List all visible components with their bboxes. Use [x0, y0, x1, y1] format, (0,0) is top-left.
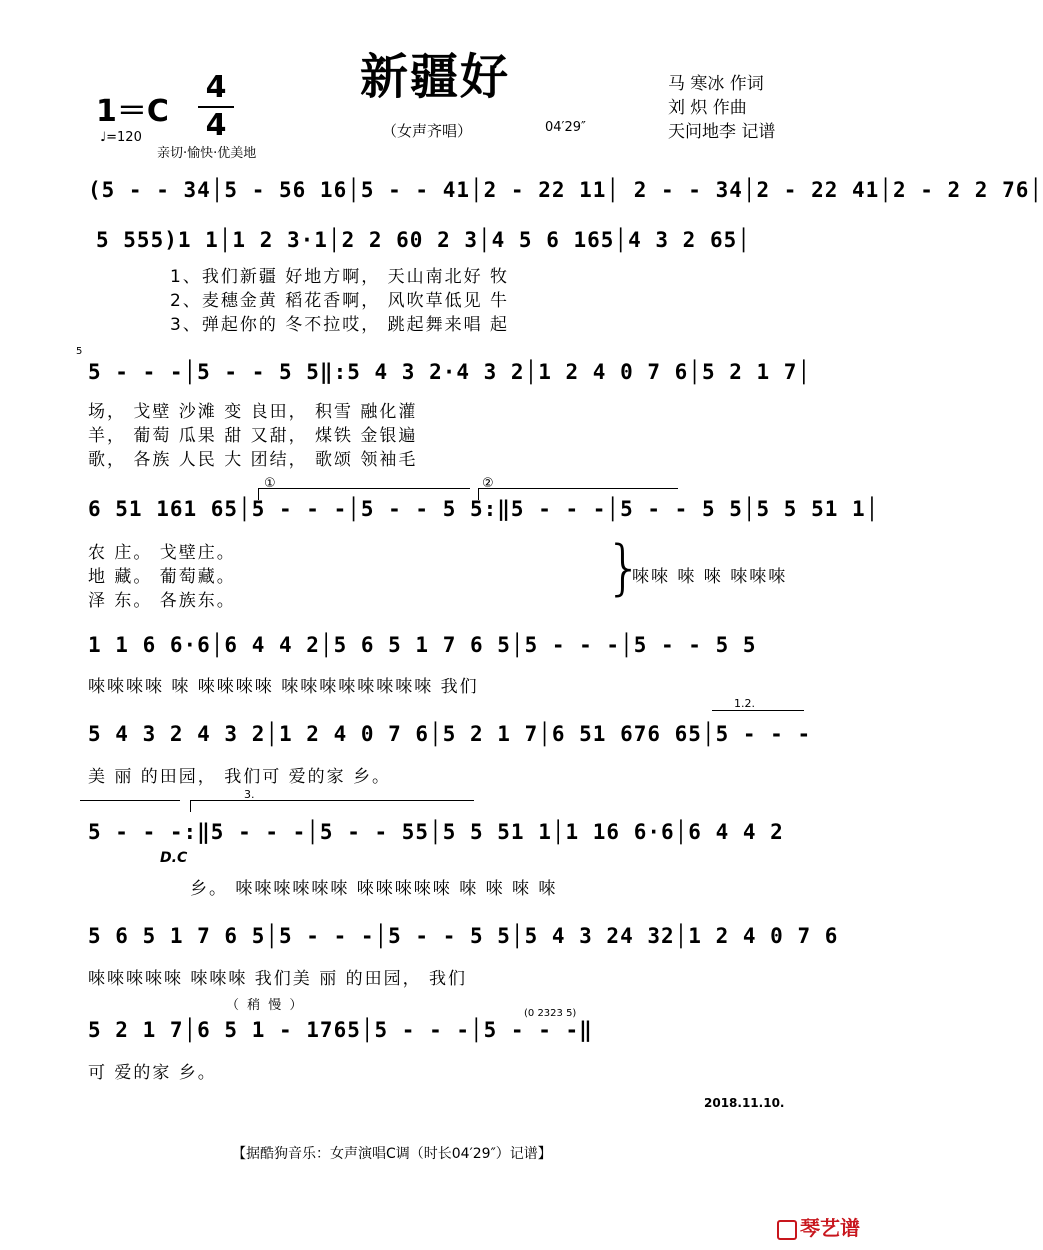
duration: 04′29″	[545, 120, 586, 135]
composer: 刘 炽 作曲	[668, 98, 747, 118]
notation-row-7: 5 - - -:‖5 - - -│5 - - 55│5 5 51 1│1 16 6·6│6 4 4 2	[88, 820, 784, 844]
ending-line-3	[190, 800, 474, 801]
source-note: 【据酷狗音乐：女声演唱C调（时长04′29″）记谱】	[232, 1146, 552, 1162]
notation-row-4: 6 51 161 65│5 - - -│5 - - 5 5:‖5 - - -│5 - - 5 5│5 5 51 1│	[88, 497, 880, 521]
tempo-mark: ♩=120	[100, 130, 142, 145]
transcriber: 天问地李 记谱	[668, 122, 776, 142]
notation-row-6: 5 4 3 2 4 3 2│1 2 4 0 7 6│5 2 1 7│6 51 676 65│5 - - -	[88, 722, 812, 746]
notation-row-3: 5 - - -│5 - - 5 5‖:5 4 3 2·4 3 2│1 2 4 0 7 6│5 2 1 7│	[88, 360, 812, 384]
grace-note: 5	[76, 346, 83, 357]
ending-3: 3.	[244, 788, 255, 801]
subtitle: （女声齐唱）	[382, 122, 473, 140]
volta-1: ①	[264, 476, 276, 491]
lyric-line: 乡。 唻唻唻唻唻唻 唻唻唻唻唻 唻 唻 唻 唻	[190, 879, 558, 899]
expression-mark: 亲切·愉快·优美地	[157, 146, 257, 161]
lyric-line: 1、我们新疆 好地方啊， 天山南北好 牧	[170, 267, 510, 287]
lyricist: 马 寒冰 作词	[668, 74, 764, 94]
site-logo	[777, 1212, 860, 1241]
dc-mark: D.C	[160, 850, 188, 866]
time-bottom: 4	[205, 108, 227, 143]
volta-line-2	[478, 488, 678, 489]
lyric-line-chorus: 唻唻 唻 唻 唻唻唻	[632, 567, 788, 587]
date: 2018.11.10.	[704, 1096, 785, 1110]
credits	[668, 72, 775, 144]
key-signature: 1＝C	[96, 94, 169, 129]
notation-row-5: 1 1 6 6·6│6 4 4 2│5 6 5 1 7 6 5│5 - - -│5 - - 5 5	[88, 633, 757, 657]
lyric-line: 场， 戈壁 沙滩 变 良田， 积雪 融化灌	[88, 402, 418, 422]
volta-2: ②	[482, 476, 494, 491]
notation-row-2: 5 555)1 1│1 2 3·1│2 2 60 2 3│4 5 6 165│4 3 2 65│	[96, 228, 751, 252]
volta-line-1	[258, 488, 470, 489]
lyric-line: 2、麦穗金黄 稻花香啊， 风吹草低见 牛	[170, 291, 510, 311]
ending-hook-3	[190, 800, 191, 812]
lyric-line: 羊， 葡萄 瓜果 甜 又甜， 煤铁 金银遍	[88, 426, 418, 446]
lyric-line: 3、弹起你的 冬不拉哎， 跳起舞来唱 起	[170, 315, 510, 335]
ending-12: 1.2.	[734, 697, 755, 710]
coda-mark: (0 2323 5)	[524, 1008, 577, 1019]
lyric-line: 唻唻唻唻 唻 唻唻唻唻 唻唻唻唻唻唻唻唻 我们	[88, 677, 479, 697]
lyric-line: 美 丽 的田园， 我们可 爱的家 乡。	[88, 767, 392, 787]
lyric-line: 泽 东。 各族东。	[88, 591, 236, 611]
notation-row-8: 5 6 5 1 7 6 5│5 - - -│5 - - 5 5│5 4 3 24 32│1 2 4 0 7 6	[88, 924, 839, 948]
lyric-line: 地 藏。 葡萄藏。	[88, 567, 236, 587]
song-title: 新疆好	[360, 49, 511, 105]
lyric-line: 歌， 各族 人民 大 团结， 歌颂 领袖毛	[88, 450, 418, 470]
lyric-line: 可 爱的家 乡。	[88, 1063, 217, 1083]
time-signature	[196, 70, 236, 144]
lyric-line: 唻唻唻唻唻 唻唻唻 我们美 丽 的田园， 我们	[88, 969, 468, 989]
volta-hook-1	[258, 488, 259, 500]
volta-hook-2	[478, 488, 479, 500]
slow-mark: （ 稍 慢 ）	[226, 998, 305, 1013]
logo-icon	[777, 1220, 797, 1240]
brace-mark: }	[605, 533, 644, 603]
notation-row-9: 5 2 1 7│6 5 1 - 1765│5 - - -│5 - - -‖	[88, 1018, 593, 1042]
lyric-line: 农 庄。 戈壁庄。	[88, 543, 236, 563]
notation-row-1: (5 - - 34│5 - 56 16│5 - - 41│2 - 22 11│ 2 - - 34│2 - 22 41│2 - 2 2 76│	[88, 178, 1043, 202]
logo-text: 琴艺谱	[800, 1216, 860, 1240]
ending-line-12	[712, 710, 804, 711]
ending-line-12-cont	[80, 800, 180, 801]
time-top: 4	[205, 70, 227, 105]
